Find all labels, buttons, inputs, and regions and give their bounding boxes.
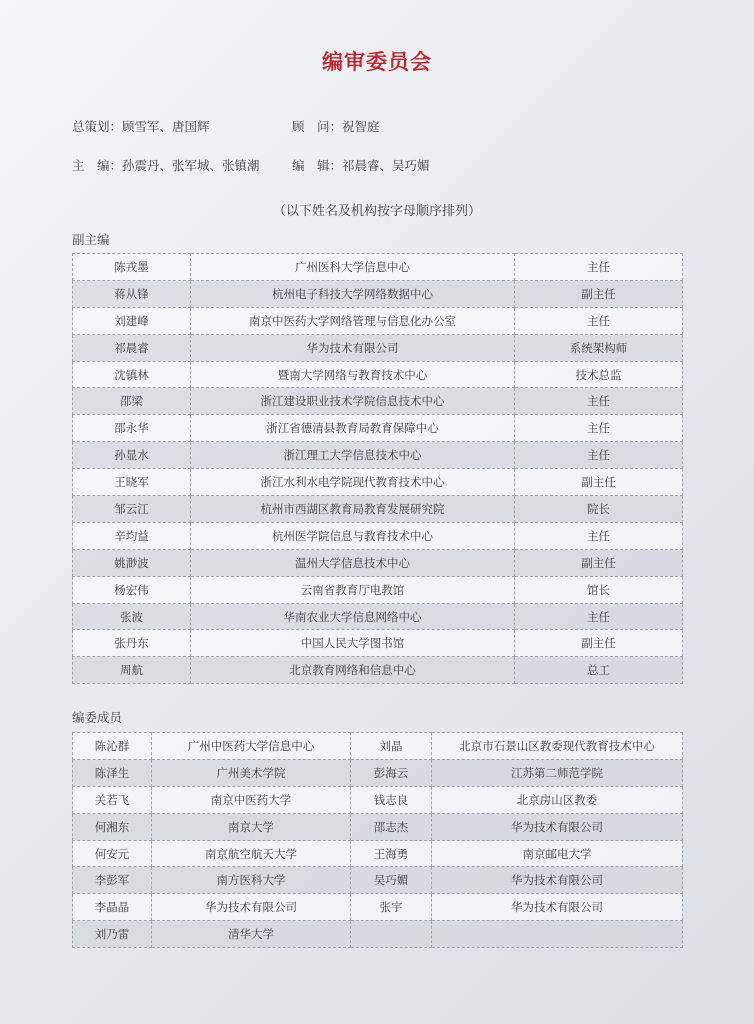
person-name: 何湘东 [73,813,152,840]
organization: 杭州电子科技大学网络数据中心 [191,280,515,307]
organization: 南京中医药大学 [152,786,351,813]
organization: 广州中医药大学信息中心 [152,733,351,760]
job-title: 馆长 [515,576,683,603]
table-row [73,280,683,307]
person-name: 张波 [73,603,191,630]
person-name: 张丹东 [73,630,191,657]
job-title: 总工 [515,657,683,684]
organization: 华为技术有限公司 [152,894,351,921]
job-title: 主任 [515,603,683,630]
organization: 北京教育网络和信息中心 [191,657,515,684]
person-name: 邹云江 [73,496,191,523]
organization: 南京邮电大学 [432,840,683,867]
job-title: 主任 [515,415,683,442]
organization: 温州大学信息技术中心 [191,549,515,576]
organization: 华为技术有限公司 [432,813,683,840]
organization: 广州美术学院 [152,759,351,786]
person-name: 邵志杰 [351,813,432,840]
organization: 清华大学 [152,921,351,948]
person-name: 关若飞 [73,786,152,813]
table-row [73,603,683,630]
table-row [73,867,683,894]
table-row [73,549,683,576]
page-title: 编审委员会 [322,50,432,74]
deputy-section-label: 副主编 [72,232,110,247]
organization: 中国人民大学图书馆 [191,630,515,657]
job-title: 技术总监 [515,361,683,388]
organization: 华为技术有限公司 [432,867,683,894]
job-title: 主任 [515,442,683,469]
person-name: 李晶晶 [73,894,152,921]
organization: 北京房山区教委 [432,786,683,813]
job-title: 副主任 [515,630,683,657]
person-name: 陈戎墨 [73,254,191,281]
table-row [73,840,683,867]
person-name: 王海勇 [351,840,432,867]
organization: 南京航空航天大学 [152,840,351,867]
table-row [73,415,683,442]
person-name: 邵梁 [73,388,191,415]
person-name: 邵永华 [73,415,191,442]
table-row [73,894,683,921]
table-row [73,630,683,657]
person-name: 王晓军 [73,469,191,496]
person-name: 李彭军 [73,867,152,894]
credit-editor: 编 辑：祁晨睿、吴巧媚 [292,158,430,173]
job-title: 副主任 [515,549,683,576]
job-title: 系统架构师 [515,334,683,361]
person-name: 刘建峰 [73,307,191,334]
organization: 浙江建设职业技术学院信息技术中心 [191,388,515,415]
person-name: 周航 [73,657,191,684]
organization: 杭州医学院信息与教育技术中心 [191,522,515,549]
person-name: 姚渺波 [73,549,191,576]
organization: 浙江省德清县教育局教育保障中心 [191,415,515,442]
table-row [73,813,683,840]
table-row [73,361,683,388]
organization: 浙江水利水电学院现代教育技术中心 [191,469,515,496]
person-name: 陈泽生 [73,759,152,786]
organization: 北京市石景山区教委现代教育技术中心 [432,733,683,760]
table-row [73,733,683,760]
job-title: 副主任 [515,469,683,496]
table-row [73,759,683,786]
person-name: 刘乃雷 [73,921,152,948]
organization: 南京大学 [152,813,351,840]
table-row [73,469,683,496]
person-name [351,921,432,948]
person-name: 辛均益 [73,522,191,549]
credit-advisor: 顾 问：祝智庭 [292,119,380,134]
organization: 南京中医药大学网络管理与信息化办公室 [191,307,515,334]
table-row [73,254,683,281]
job-title: 主任 [515,522,683,549]
organization: 杭州市西湖区教育局教育发展研究院 [191,496,515,523]
organization: 华为技术有限公司 [191,334,515,361]
person-name: 何安元 [73,840,152,867]
table-row [73,576,683,603]
organization: 浙江理工大学信息技术中心 [191,442,515,469]
person-name: 陈沁群 [73,733,152,760]
organization: 华为技术有限公司 [432,894,683,921]
organization: 暨南大学网络与教育技术中心 [191,361,515,388]
credit-planner: 总策划：顾雪军、唐国辉 [72,119,210,134]
organization: 广州医科大学信息中心 [191,254,515,281]
member-section-label: 编委成员 [72,710,123,725]
job-title: 主任 [515,388,683,415]
ordering-note: （以下姓名及机构按字母顺序排列） [272,204,481,219]
organization: 南方医科大学 [152,867,351,894]
person-name: 彭海云 [351,759,432,786]
job-title: 主任 [515,307,683,334]
organization: 云南省教育厅电教馆 [191,576,515,603]
organization [432,921,683,948]
person-name: 孙显水 [73,442,191,469]
table-row [73,921,683,948]
person-name: 刘晶 [351,733,432,760]
table-row [73,522,683,549]
person-name: 蒋从锋 [73,280,191,307]
table-row [73,442,683,469]
job-title: 院长 [515,496,683,523]
person-name: 杨宏伟 [73,576,191,603]
table-row [73,786,683,813]
table-row [73,496,683,523]
job-title: 主任 [515,254,683,281]
job-title: 副主任 [515,280,683,307]
table-row [73,388,683,415]
person-name: 沈镇林 [73,361,191,388]
committee-member-table [72,732,683,948]
credit-chief-editor: 主 编：孙震丹、张军城、张镇潮 [72,158,260,173]
person-name: 吴巧媚 [351,867,432,894]
person-name: 祁晨睿 [73,334,191,361]
person-name: 钱志良 [351,786,432,813]
organization: 江苏第二师范学院 [432,759,683,786]
table-row [73,657,683,684]
person-name: 张宇 [351,894,432,921]
deputy-editor-table [72,253,683,684]
organization: 华南农业大学信息网络中心 [191,603,515,630]
table-row [73,334,683,361]
table-row [73,307,683,334]
